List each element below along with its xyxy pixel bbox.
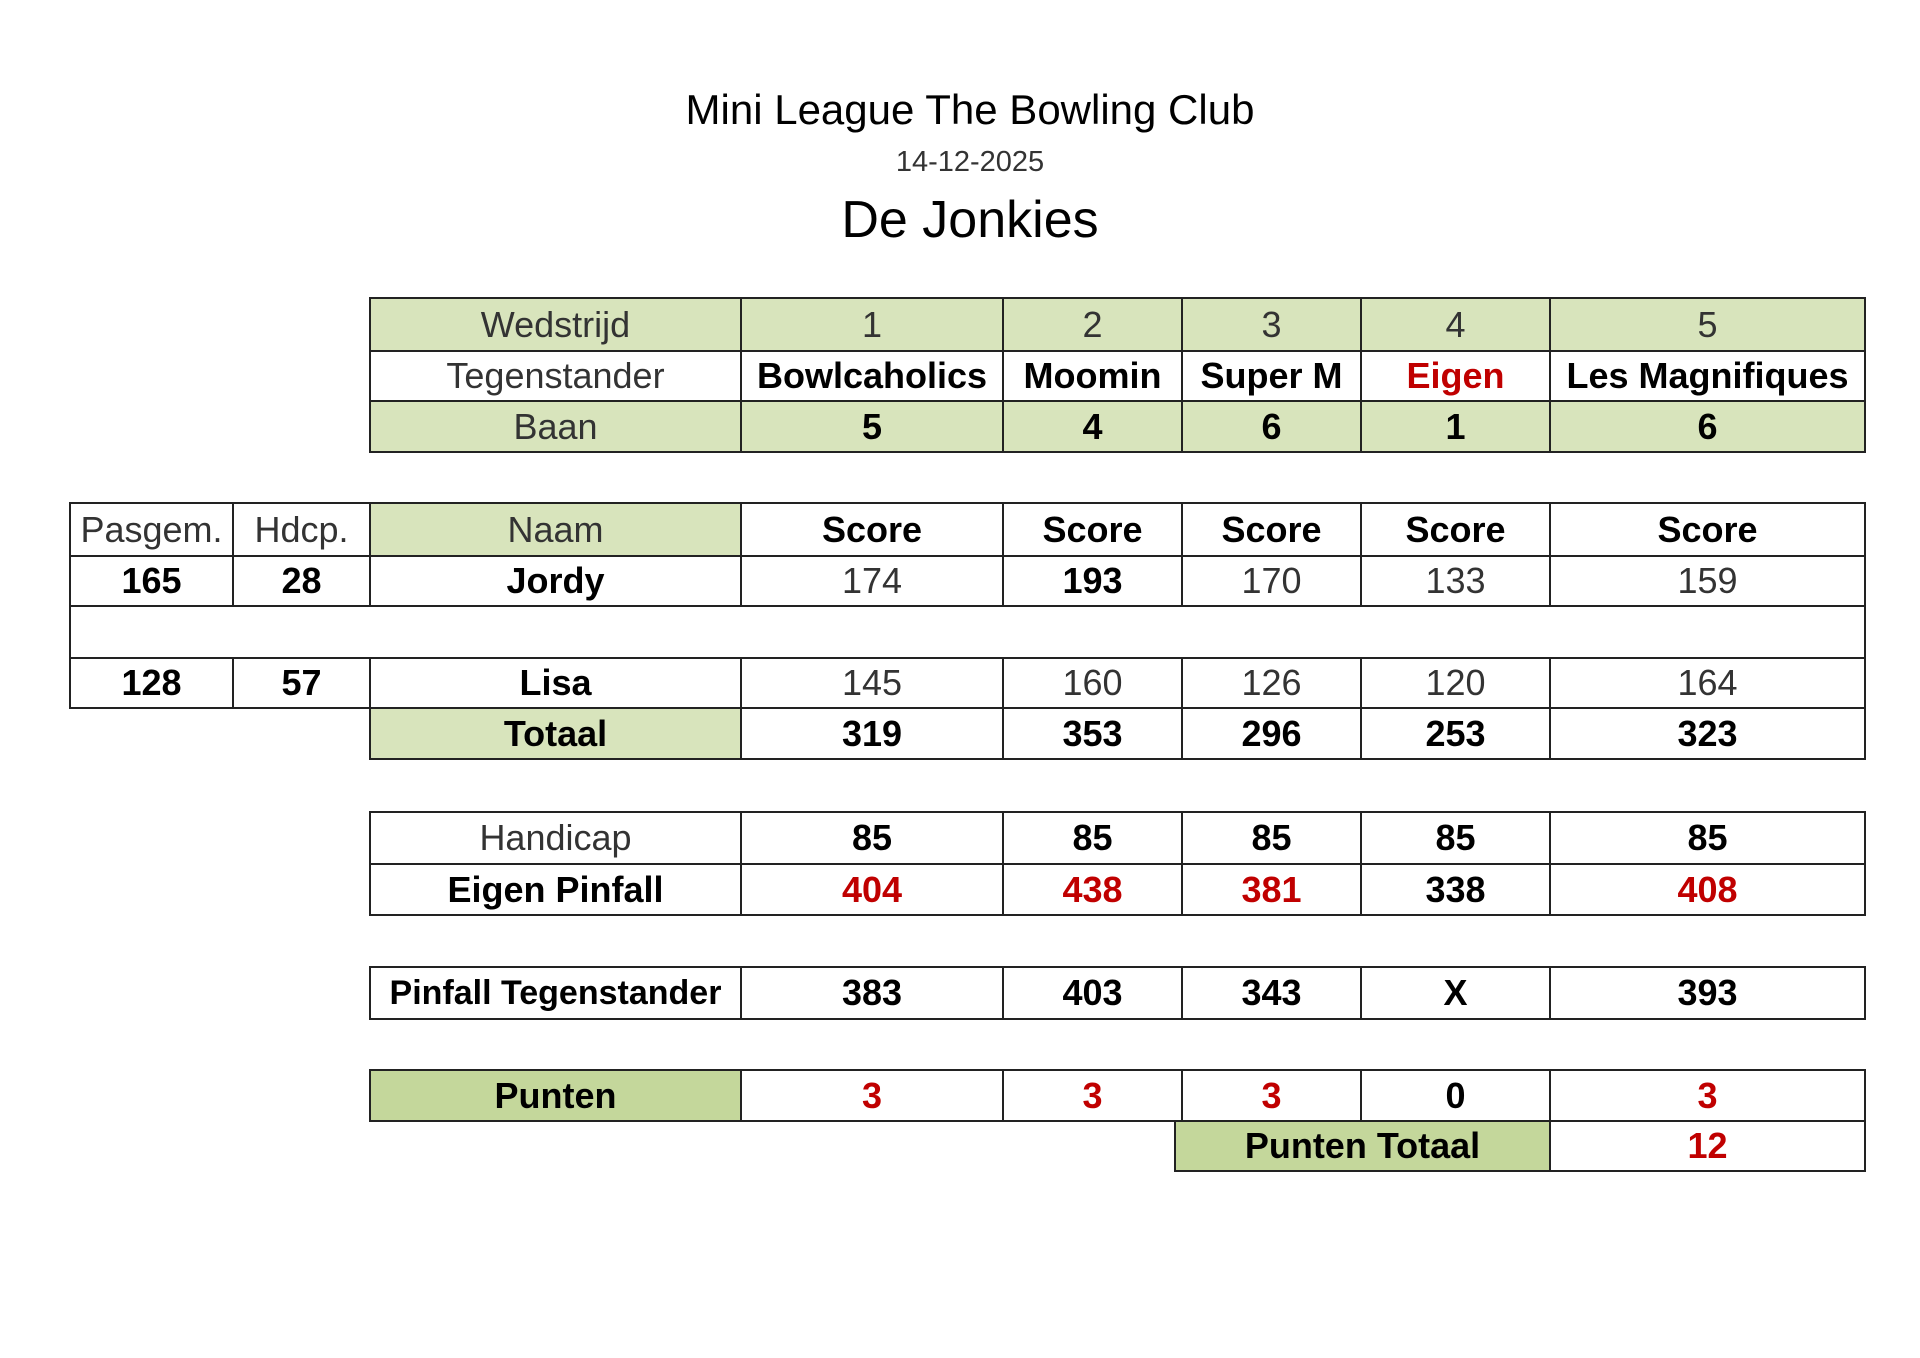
match-number: 4 [1360, 297, 1551, 352]
opponent-pinfall-value: 403 [1002, 966, 1183, 1020]
score-header: Score [740, 502, 1004, 557]
score-header: Score [1360, 502, 1551, 557]
own-pinfall-value: 408 [1549, 863, 1866, 916]
points-value: 3 [1549, 1069, 1866, 1122]
player-score: 164 [1549, 657, 1866, 709]
total-score: 253 [1360, 707, 1551, 760]
opponent-name: Super M [1181, 350, 1362, 402]
opponent-name: Bowlcaholics [740, 350, 1004, 402]
handicap-value: 85 [1181, 811, 1362, 865]
player-score: 120 [1360, 657, 1551, 709]
player-average: 165 [69, 555, 234, 607]
handicap-value: 85 [740, 811, 1004, 865]
league-title: Mini League The Bowling Club [685, 86, 1255, 133]
player-handicap: 57 [232, 657, 371, 709]
handicap-value: 85 [1360, 811, 1551, 865]
opponent-name: Moomin [1002, 350, 1183, 402]
player-score: 170 [1181, 555, 1362, 607]
match-number: 1 [740, 297, 1004, 352]
total-score: 319 [740, 707, 1004, 760]
player-name: Lisa [369, 657, 742, 709]
own-pinfall-label: Eigen Pinfall [369, 863, 742, 916]
points-value: 3 [1181, 1069, 1362, 1122]
score-header: Score [1549, 502, 1866, 557]
name-header: Naam [369, 502, 742, 557]
lane-number: 4 [1002, 400, 1183, 453]
opponent-row-label: Tegenstander [369, 350, 742, 402]
handicap-value: 85 [1002, 811, 1183, 865]
total-score: 323 [1549, 707, 1866, 760]
total-label: Totaal [369, 707, 742, 760]
player-score: 133 [1360, 555, 1551, 607]
lane-row-label: Baan [369, 400, 742, 453]
player-score: 145 [740, 657, 1004, 709]
handicap-header: Hdcp. [232, 502, 371, 557]
match-number: 2 [1002, 297, 1183, 352]
lane-number: 6 [1181, 400, 1362, 453]
opponent-pinfall-value: 383 [740, 966, 1004, 1020]
handicap-label: Handicap [369, 811, 742, 865]
empty-player-row [69, 605, 1866, 659]
opponent-name: Eigen [1360, 350, 1551, 402]
total-score: 353 [1002, 707, 1183, 760]
own-pinfall-value: 404 [740, 863, 1004, 916]
score-header: Score [1002, 502, 1183, 557]
opponent-pinfall-value: X [1360, 966, 1551, 1020]
player-name: Jordy [369, 555, 742, 607]
player-handicap: 28 [232, 555, 371, 607]
match-row-label: Wedstrijd [369, 297, 742, 352]
points-total-label: Punten Totaal [1174, 1120, 1551, 1172]
points-value: 3 [1002, 1069, 1183, 1122]
match-date: 14-12-2025 [895, 146, 1045, 178]
total-score: 296 [1181, 707, 1362, 760]
points-value: 0 [1360, 1069, 1551, 1122]
player-score: 159 [1549, 555, 1866, 607]
opponent-pinfall-label: Pinfall Tegenstander [369, 966, 742, 1020]
handicap-value: 85 [1549, 811, 1866, 865]
own-pinfall-value: 438 [1002, 863, 1183, 916]
points-label: Punten [369, 1069, 742, 1122]
opponent-pinfall-value: 393 [1549, 966, 1866, 1020]
points-value: 3 [740, 1069, 1004, 1122]
lane-number: 1 [1360, 400, 1551, 453]
own-pinfall-value: 381 [1181, 863, 1362, 916]
match-number: 5 [1549, 297, 1866, 352]
own-pinfall-value: 338 [1360, 863, 1551, 916]
player-score: 193 [1002, 555, 1183, 607]
match-number: 3 [1181, 297, 1362, 352]
player-score: 160 [1002, 657, 1183, 709]
lane-number: 5 [740, 400, 1004, 453]
lane-number: 6 [1549, 400, 1866, 453]
player-score: 174 [740, 555, 1004, 607]
score-header: Score [1181, 502, 1362, 557]
opponent-pinfall-value: 343 [1181, 966, 1362, 1020]
opponent-name: Les Magnifiques [1549, 350, 1866, 402]
average-header: Pasgem. [69, 502, 234, 557]
player-score: 126 [1181, 657, 1362, 709]
team-name: De Jonkies [841, 191, 1099, 249]
points-total-value: 12 [1549, 1120, 1866, 1172]
player-average: 128 [69, 657, 234, 709]
